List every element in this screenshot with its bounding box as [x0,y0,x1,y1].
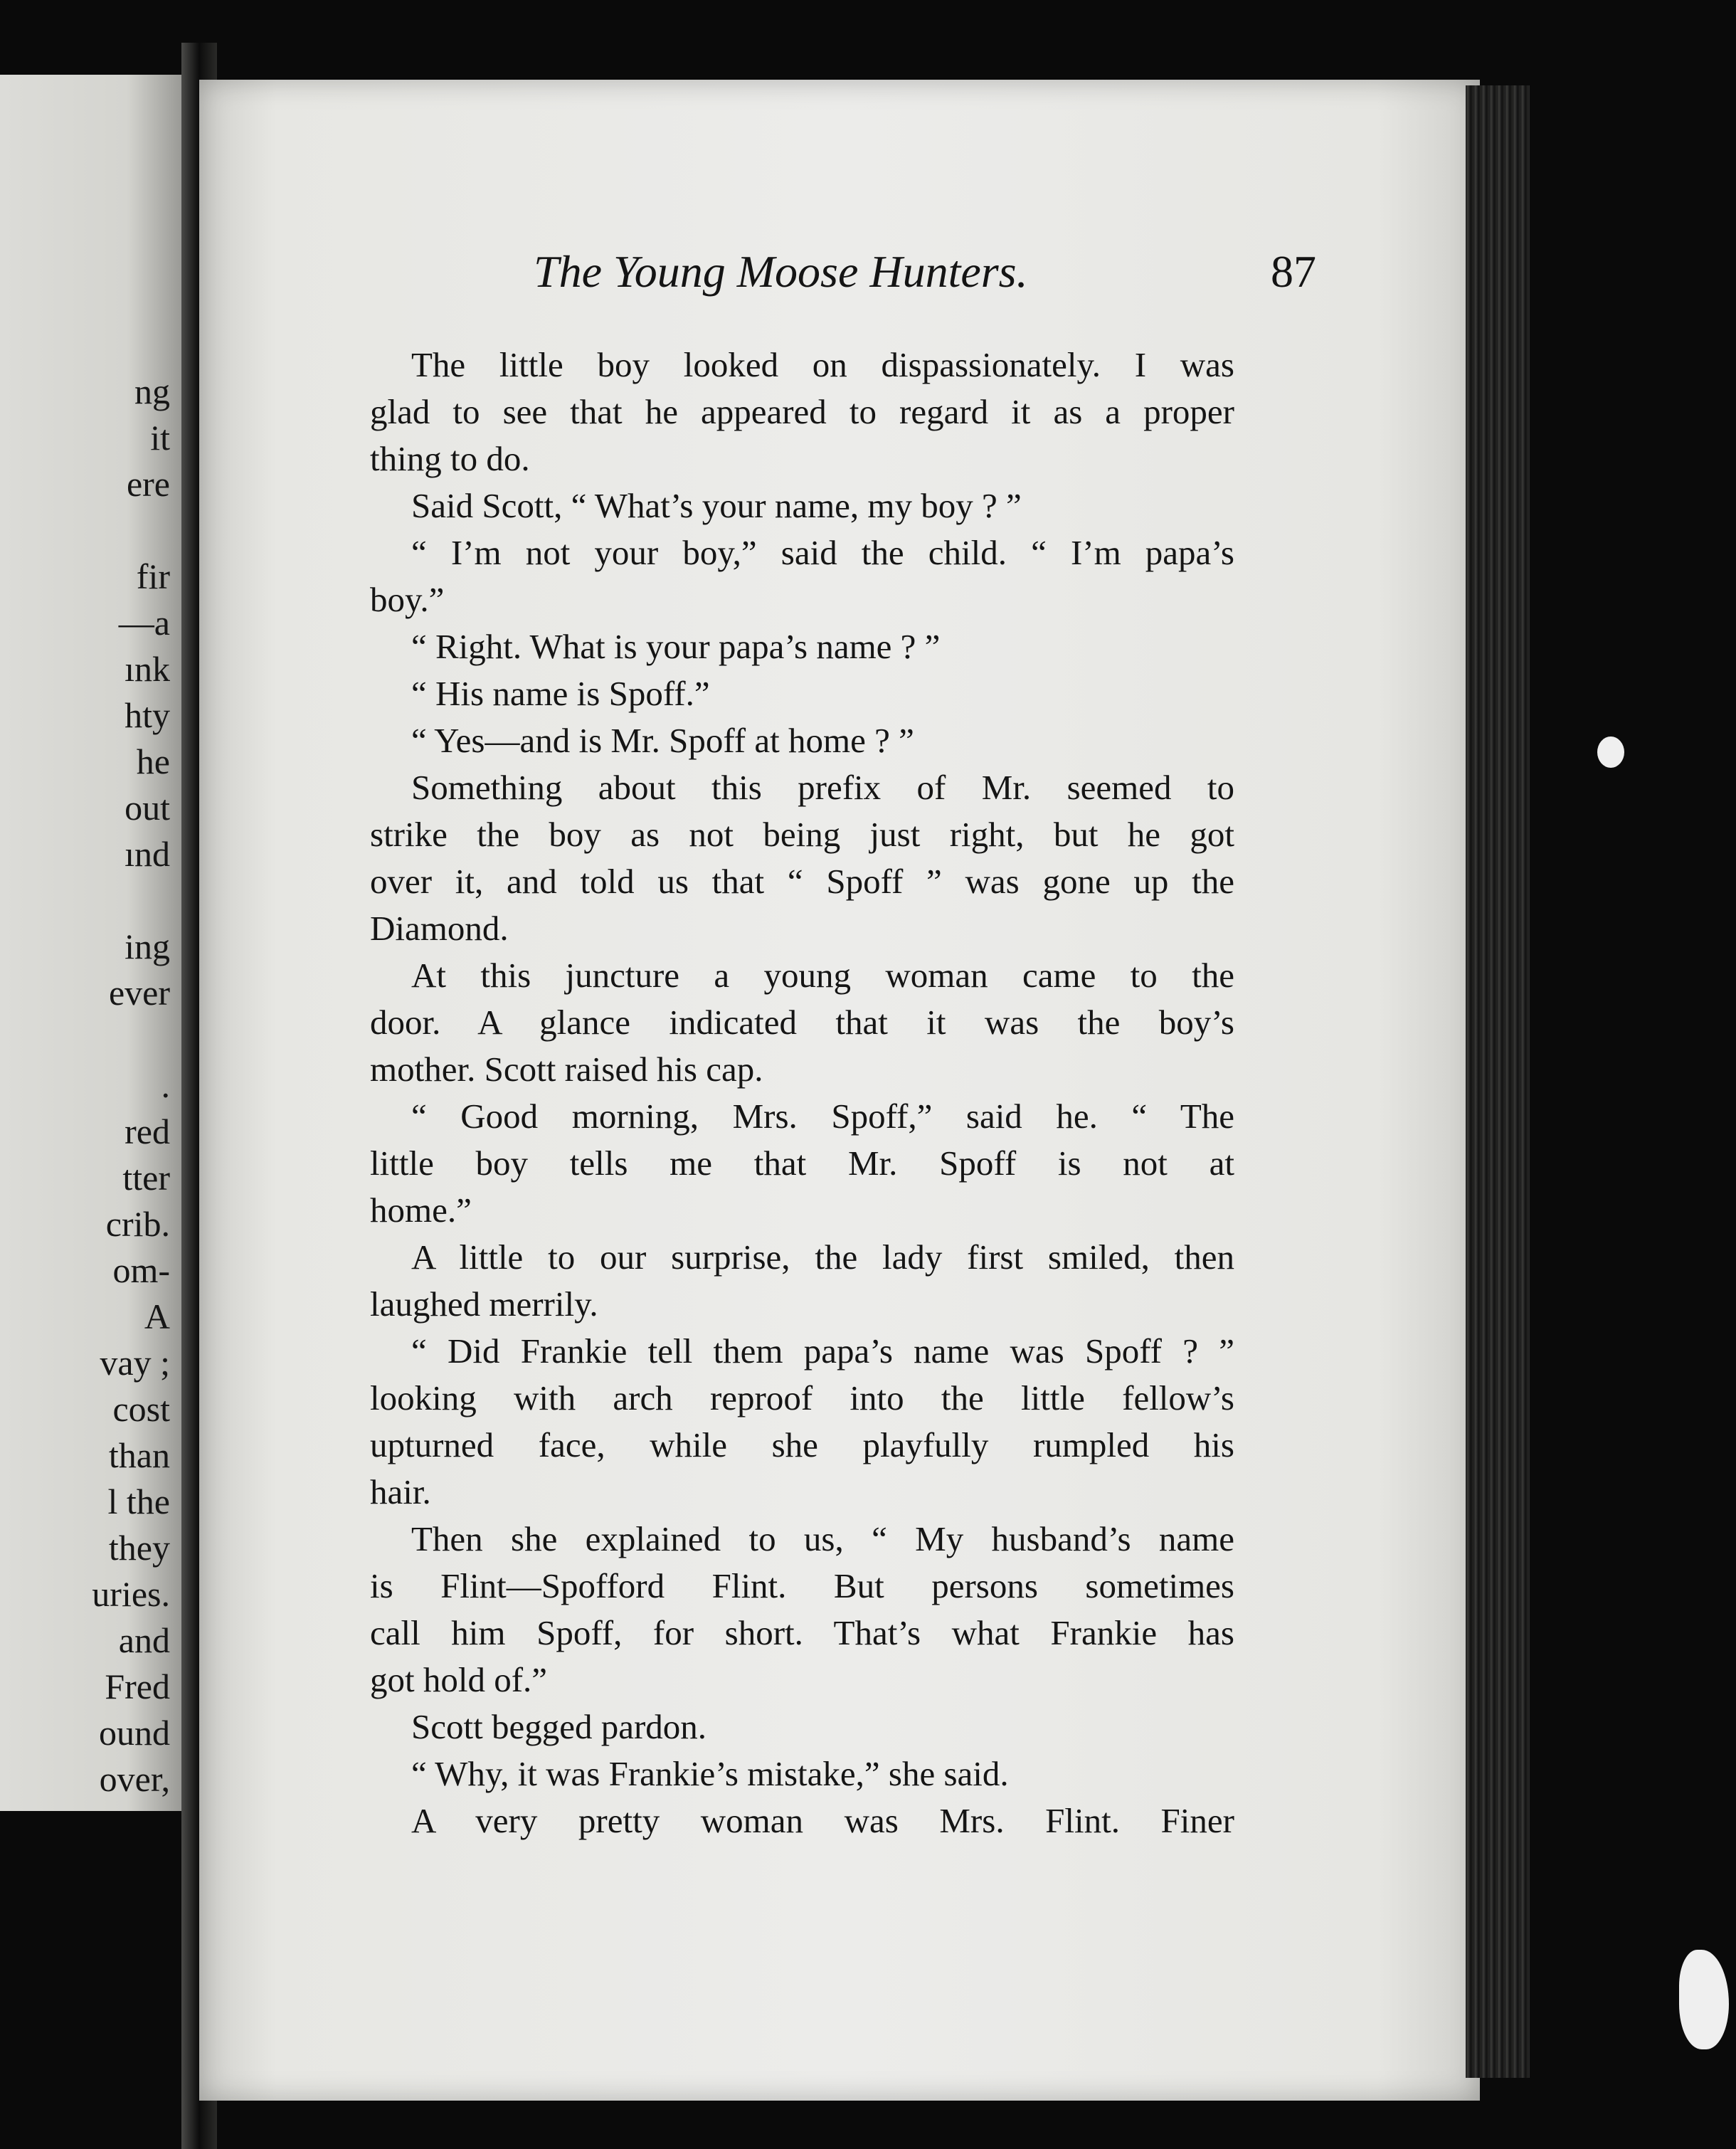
text-line: laughed merrily. [370,1284,598,1324]
text-line: little boy tells me that Mr. Spoff is not at [370,1144,1234,1183]
text-line: got hold of.” [370,1660,548,1699]
text-line: The little boy looked on dispassionately. I was [411,345,1234,384]
left-page-line: over, [99,1759,170,1799]
text-line: Scott begged pardon. [411,1707,707,1746]
page-number: 87 [1271,246,1316,297]
left-page-line: l the [107,1482,170,1521]
text-line: At this juncture a young woman came to the [411,956,1234,995]
left-page-line: ound [99,1713,170,1753]
text-line: “ I’m not your boy,” said the child. “ I’m papa’s [411,533,1234,572]
text-line: “ His name is Spoff.” [411,674,710,713]
text-line: “ Did Frankie tell them papa’s name was Spoff ? ” [411,1331,1234,1371]
text-line: Said Scott, “ What’s your name, my boy ? ” [411,486,1022,525]
left-page-line: out [125,788,170,828]
left-page-line: om- [112,1250,170,1290]
left-page-line: he [136,741,170,781]
text-line: over it, and told us that “ Spoff ” was gone up the [370,862,1234,901]
left-page-line: A [144,1297,170,1336]
text-line: “ Why, it was Frankie’s mistake,” she said. [411,1754,1009,1793]
left-page-line: cost [112,1389,170,1429]
speck [1597,736,1624,768]
left-page-line: tter [122,1158,170,1198]
left-page-line: Fred [105,1667,170,1706]
text-line: mother. Scott raised his cap. [370,1050,763,1089]
text-line: A little to our surprise, the lady first smiled, then [411,1237,1234,1277]
text-line: looking with arch reproof into the little fellow’s [370,1378,1234,1417]
page-header [320,213,1330,299]
text-line: is Flint—Spofford Flint. But persons sometimes [370,1566,1234,1605]
left-page-line: ınk [125,649,170,689]
text-line: upturned face, while she playfully rumpled his [370,1425,1234,1464]
text-line: Something about this prefix of Mr. seemed to [411,768,1234,807]
text-line: “ Yes—and is Mr. Spoff at home ? ” [411,721,914,760]
text-line: “ Good morning, Mrs. Spoff,” said he. “ The [411,1097,1234,1136]
running-head: The Young Moose Hunters. [534,246,1028,297]
left-page-line: ınd [125,834,170,874]
left-page-line: red [125,1112,170,1151]
left-page-line: uries. [92,1574,170,1614]
left-page-line: hty [125,695,170,735]
text-line: Then she explained to us, “ My husband’s name [411,1519,1234,1558]
left-page-line: and [118,1620,170,1660]
text-line: call him Spoff, for short. That’s what Frankie has [370,1613,1234,1652]
text-line: door. A glance indicated that it was the boy’s [370,1003,1234,1042]
left-page-line: they [108,1528,170,1568]
left-page-line: it [150,418,170,458]
text-line: home.” [370,1190,472,1230]
left-page-line: ing [125,926,170,966]
book-page-edges [1466,85,1530,2078]
left-page-line: ere [126,464,170,504]
left-page-line: crib. [105,1204,170,1244]
text-line: Diamond. [370,909,509,948]
text-line: A very pretty woman was Mrs. Flint. Finer [411,1801,1234,1840]
left-page-line: than [108,1435,170,1475]
text-line: strike the boy as not being just right, but he got [370,815,1234,854]
text-line: boy.” [370,580,445,619]
left-page-line: fir [136,556,170,596]
left-page-line: . [161,1065,170,1105]
text-line: thing to do. [370,439,530,478]
text-line: “ Right. What is your papa’s name ? ” [411,627,941,666]
left-page-line: ng [134,371,170,411]
speck [1679,1950,1729,2049]
left-page-line: —a [118,603,170,643]
text-line: hair. [370,1472,431,1511]
left-page-line: ever [108,973,170,1013]
text-line: glad to see that he appeared to regard it as a proper [370,392,1234,431]
left-page-line: vay ; [100,1343,170,1383]
left-facing-page [0,75,181,1811]
